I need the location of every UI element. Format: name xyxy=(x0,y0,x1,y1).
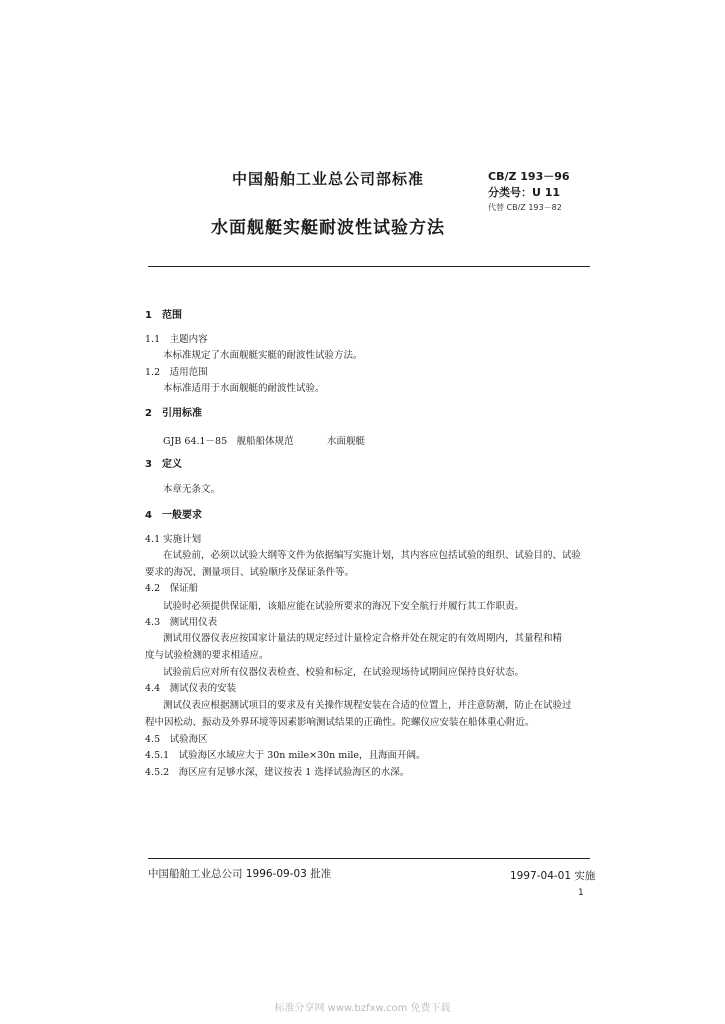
section-4-1-heading: 4.1 实施计划 xyxy=(145,534,202,545)
approval-line: 中国船舶工业总公司 1996-09-03 批准 xyxy=(148,868,332,880)
section-2-heading: 2 引用标准 xyxy=(145,408,202,419)
section-4-3-heading: 4.3 测试用仪表 xyxy=(145,617,218,628)
section-4-5-heading: 4.5 试验海区 xyxy=(145,734,208,745)
section-4-1-line-1: 在试验前，必须以试验大纲等文件为依据编写实施计划，其内容应包括试验的组织、试验目的、试验 xyxy=(163,550,582,561)
section-4-2-text: 试验时必须提供保证船，该船应能在试验所要求的海况下安全航行并履行其工作职责。 xyxy=(163,601,525,612)
section-1-1-text: 本标准规定了水面舰艇实艇的耐波性试验方法。 xyxy=(163,350,363,361)
section-4-4-line-1: 测试仪表应根据测试项目的要求及有关操作规程安装在合适的位置上，并注意防潮，防止在试验过 xyxy=(163,700,572,711)
standard-code: CB/Z 193－96 xyxy=(488,170,570,183)
section-1-1-heading: 1.1 主题内容 xyxy=(145,334,208,345)
footer-divider xyxy=(148,858,590,859)
section-4-3-line-3: 试验前后应对所有仪器仪表检查、校验和标定，在试验现场待试期间应保持良好状态。 xyxy=(163,667,525,678)
section-4-3-line-2: 度与试验检测的要求相适应。 xyxy=(145,650,269,661)
reference-standard: GJB 64.1－85 舰船船体规范 xyxy=(163,436,294,447)
section-4-heading: 4 一般要求 xyxy=(145,510,202,521)
watermark-text: 标准分享网 www.bzfxw.com 免费下载 xyxy=(274,1003,451,1014)
section-1-2-text: 本标准适用于水面舰艇的耐波性试验。 xyxy=(163,383,325,394)
section-4-1-line-2: 要求的海况、测量项目、试验顺序及保证条件等。 xyxy=(145,567,355,578)
section-4-5-2-text: 4.5.2 海区应有足够水深，建议按表 1 选择试验海区的水深。 xyxy=(145,767,410,778)
section-4-2-heading: 4.2 保证船 xyxy=(145,583,199,594)
section-4-4-heading: 4.4 测试仪表的安装 xyxy=(145,683,237,694)
reference-standard-part: 水面舰艇 xyxy=(327,436,366,447)
issuer-name: 中国船舶工业总公司部标准 xyxy=(232,170,425,188)
page-number: 1 xyxy=(578,888,584,898)
classification-number: 分类号：U 11 xyxy=(488,186,561,199)
section-4-4-line-2: 程中因松动、振动及外界环境等因素影响测试结果的正确性。陀螺仪应安装在船体重心附近。 xyxy=(145,717,535,728)
header-divider xyxy=(148,266,590,267)
section-4-3-line-1: 测试用仪器仪表应按国家计量法的规定经过计量检定合格并处在规定的有效周期内，其量程和精 xyxy=(163,633,563,644)
document-title: 水面舰艇实艇耐波性试验方法 xyxy=(211,218,445,238)
replaces-standard: 代替 CB/Z 193－82 xyxy=(488,203,562,212)
section-1-heading: 1 范围 xyxy=(145,310,182,321)
effective-date: 1997-04-01 实施 xyxy=(510,870,596,882)
section-3-text: 本章无条文。 xyxy=(163,484,221,495)
section-1-2-heading: 1.2 适用范围 xyxy=(145,367,208,378)
section-4-5-1-text: 4.5.1 试验海区水域应大于 30n mile×30n mile，且海面开阔。 xyxy=(145,750,426,761)
section-3-heading: 3 定义 xyxy=(145,459,182,470)
